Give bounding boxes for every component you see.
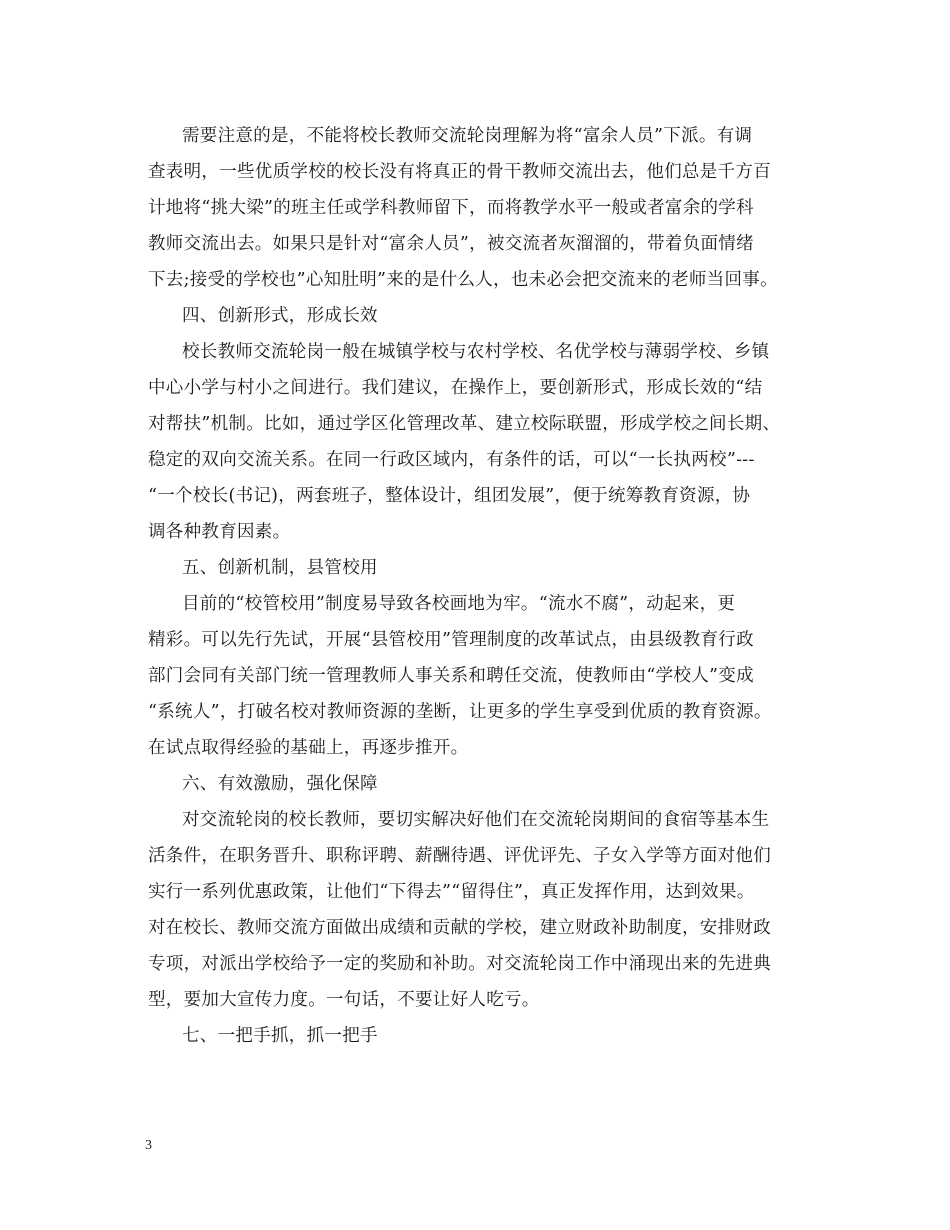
- paragraph-line: 实行一系列优惠政策，让他们“下得去”“留得住”，真正发挥作用，达到效果。: [148, 882, 755, 902]
- section-heading: [148, 1018, 820, 1054]
- section-heading: [148, 766, 820, 802]
- paragraph-line: “一个校长(书记)，两套班子，整体设计，组团发展”，便于统筹教育资源，协: [148, 486, 751, 506]
- body-paragraph: [148, 586, 820, 766]
- heading-text: 六、有效激励，强化保障: [182, 774, 378, 794]
- paragraph-line: 部门会同有关部门统一管理教师人事关系和聘任交流，使教师由“学校人”变成: [148, 666, 754, 686]
- paragraph-line: 对在校长、教师交流方面做出成绩和贡献的学校，建立财政补助制度，安排财政: [148, 918, 771, 938]
- page-number: 3: [145, 1138, 152, 1153]
- paragraph-line: 型，要加大宣传力度。一句话，不要让好人吃亏。: [148, 990, 540, 1010]
- paragraph-line: 活条件，在职务晋升、职称评聘、薪酬待遇、评优评先、子女入学等方面对他们: [148, 846, 771, 866]
- heading-text: 七、一把手抓，抓一把手: [182, 1026, 378, 1046]
- paragraph-line: 专项，对派出学校给予一定的奖励和补助。对交流轮岗工作中涌现出来的先进典: [148, 954, 771, 974]
- paragraph-line: 查表明，一些优质学校的校长没有将真正的骨干教师交流出去，他们总是千方百: [148, 162, 771, 182]
- heading-text: 四、创新形式，形成长效: [182, 306, 378, 326]
- paragraph-line: 对交流轮岗的校长教师，要切实解决好他们在交流轮岗期间的食宿等基本生: [182, 810, 770, 830]
- paragraph-line: 中心小学与村小之间进行。我们建议，在操作上，要创新形式，形成长效的“结: [148, 378, 763, 398]
- paragraph-line: 对帮扶”机制。比如，通过学区化管理改革、建立校际联盟，形成学校之间长期、: [148, 414, 781, 434]
- paragraph-line: 稳定的双向交流关系。在同一行政区域内，有条件的话，可以“一长执两校”---: [148, 450, 755, 470]
- paragraph-line: 精彩。可以先行先试，开展“县管校用”管理制度的改革试点，由县级教育行政: [148, 630, 754, 650]
- paragraph-line: 在试点取得经验的基础上，再逐步推开。: [148, 738, 469, 758]
- body-paragraph: [148, 802, 820, 1018]
- body-paragraph: [148, 334, 820, 550]
- document-body: [148, 118, 820, 1054]
- paragraph-line: 目前的“校管校用”制度易导致各校画地为牢。“流水不腐”，动起来，更: [182, 594, 736, 614]
- body-paragraph: [148, 118, 820, 298]
- paragraph-line: 教师交流出去。如果只是针对“富余人员”，被交流者灰溜溜的，带着负面情绪: [148, 234, 754, 254]
- section-heading: [148, 550, 820, 586]
- paragraph-line: 校长教师交流轮岗一般在城镇学校与农村学校、名优学校与薄弱学校、乡镇: [182, 342, 770, 362]
- section-heading: [148, 298, 820, 334]
- paragraph-line: 调各种教育因素。: [148, 522, 291, 542]
- paragraph-line: 计地将“挑大梁”的班主任或学科教师留下，而将教学水平一般或者富余的学科: [148, 198, 754, 218]
- paragraph-line: 需要注意的是，不能将校长教师交流轮岗理解为将“富余人员”下派。有调: [182, 126, 753, 146]
- heading-text: 五、创新机制，县管校用: [182, 558, 378, 578]
- paragraph-line: 下去;接受的学校也”心知肚明”来的是什么人，也未必会把交流来的老师当回事。: [148, 270, 778, 290]
- paragraph-line: “系统人”，打破名校对教师资源的垄断，让更多的学生享受到优质的教育资源。: [148, 702, 772, 722]
